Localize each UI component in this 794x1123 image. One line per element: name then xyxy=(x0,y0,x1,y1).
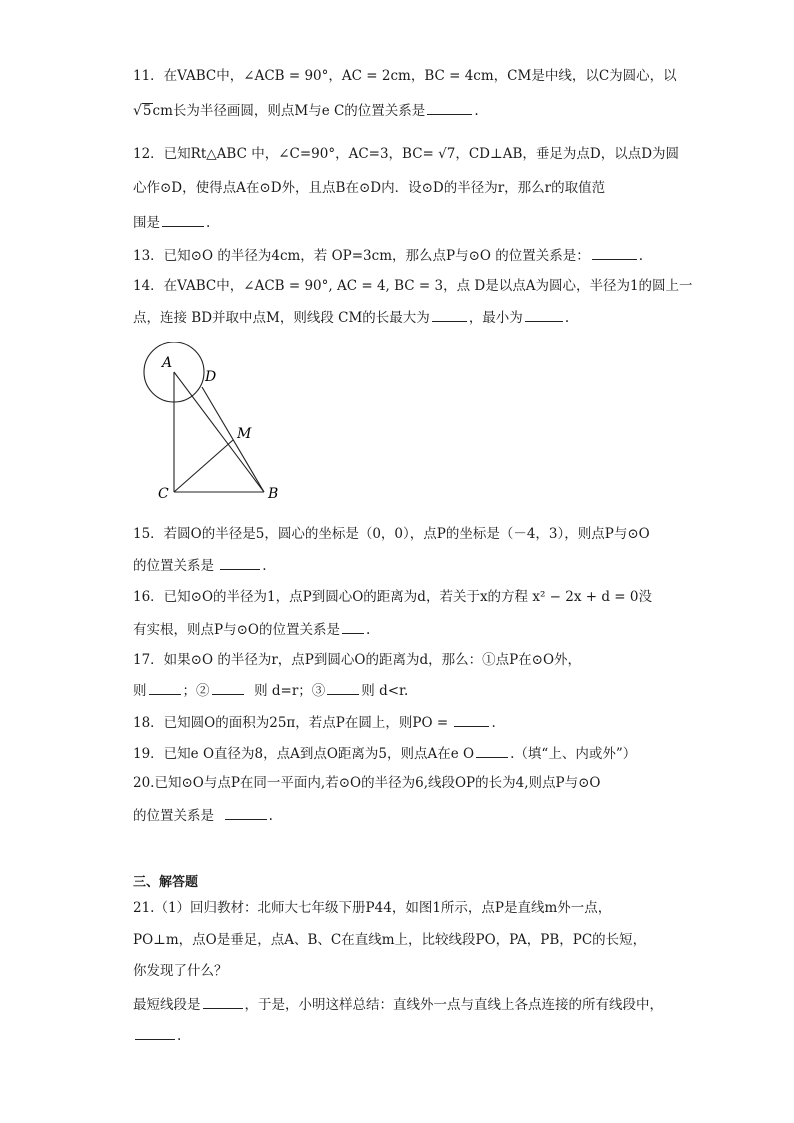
q16-line2-text: 有实根，则点P与⊙O的位置关系是 xyxy=(133,622,340,638)
period: . xyxy=(564,310,570,326)
q17-text-a: 则 xyxy=(133,683,147,699)
period: . xyxy=(177,1028,182,1044)
q20-line1: 20.已知⊙O与点P在同一平面内,若⊙O的半径为6,线段OP的长为4,则点P与⊙O xyxy=(133,775,601,791)
label-b: B xyxy=(268,486,279,502)
answer-blank[interactable] xyxy=(592,245,637,260)
period: . xyxy=(638,248,644,264)
answer-blank-2[interactable] xyxy=(135,1025,175,1040)
q17-text-b: ；② xyxy=(182,683,210,699)
answer-blank-1[interactable] xyxy=(203,994,243,1009)
q20-line2-text: 的位置关系是 xyxy=(133,808,214,824)
sqrt-sign: √ xyxy=(133,103,142,119)
answer-blank[interactable] xyxy=(220,555,260,570)
q11-line2 xyxy=(133,100,479,121)
answer-blank-1[interactable] xyxy=(149,680,181,695)
answer-blank[interactable] xyxy=(225,805,267,820)
period: . xyxy=(206,215,211,231)
q21-line1: 21.（1）回归教材：北师大七年级下册P44，如图1所示，点P是直线m外一点， xyxy=(133,900,612,916)
q15-line1: 15．若圆O的半径是5，圆心的坐标是（0，0），点P的坐标是（－4，3），则点P与⊙O xyxy=(133,526,650,542)
segment-cm xyxy=(174,440,233,492)
q14-line2-text: 点，连接 BD并取中点M，则线段 CM的长最大为 xyxy=(133,310,430,326)
period: . xyxy=(365,622,371,638)
period: . xyxy=(474,103,479,119)
segment-db xyxy=(202,387,264,492)
q11-line2-text: cm长为半径画圆，则点M与e C的位置关系是 xyxy=(152,103,426,119)
q19-hint: .（填“上、内或外”） xyxy=(510,746,637,762)
q14-line2 xyxy=(133,307,569,328)
answer-blank-max[interactable] xyxy=(432,307,467,322)
period: . xyxy=(491,715,496,731)
answer-blank-2[interactable] xyxy=(212,680,244,695)
answer-blank[interactable] xyxy=(427,100,472,115)
q12-line1: 12．已知Rt△ABC 中，∠C=90°，AC=3，BC= √7，CD⊥AB，垂足为点D，以点D为圆 xyxy=(133,146,680,162)
q11-line1: 11．在VABC中，∠ACB = 90°，AC = 2cm，BC = 4cm，CM是中线，以C为圆心，以 xyxy=(133,68,677,84)
q16-line2 xyxy=(133,619,370,640)
q18-line1 xyxy=(133,712,496,733)
section-title: 三、解答题 xyxy=(133,875,199,890)
answer-blank[interactable] xyxy=(342,619,364,634)
answer-blank[interactable] xyxy=(162,212,204,227)
q17-text-d: 则 d<r. xyxy=(361,683,409,699)
q19-line1 xyxy=(133,743,636,764)
q12-line3-text: 围是 xyxy=(133,215,160,231)
q19-line1-text: 19．已知e O直径为8，点A到点O距离为5，则点A在e O xyxy=(133,746,475,762)
q13-line1 xyxy=(133,245,643,266)
answer-blank-min[interactable] xyxy=(525,307,563,322)
label-m: M xyxy=(237,426,252,442)
q12-line2: 心作⊙D，使得点A在⊙D外，且点B在⊙D内．设⊙D的半径为r，那么r的取值范 xyxy=(133,180,606,196)
q14-line1: 14．在VABC中，∠ACB = 90°, AC = 4, BC = 3，点 D是以点A为圆心，半径为1的圆上一 xyxy=(133,278,693,294)
q21-line4-post: ，于是，小明这样总结：直线外一点与直线上各点连接的所有线段中， xyxy=(244,997,663,1013)
q17-line2 xyxy=(133,680,408,701)
period: . xyxy=(268,808,273,824)
q15-line2 xyxy=(133,555,267,576)
q13-line1-text: 13．已知⊙O 的半径为4cm，若 OP=3cm，那么点P与⊙O 的位置关系是： xyxy=(133,248,590,264)
q14-line2-mid: ，最小为 xyxy=(468,310,523,326)
q21-line4-pre: 最短线段是 xyxy=(133,997,201,1013)
answer-blank[interactable] xyxy=(454,712,489,727)
q15-line2-text: 的位置关系是 xyxy=(133,558,214,574)
q21-line5 xyxy=(133,1025,181,1046)
geometry-figure xyxy=(128,342,298,507)
q21-line2: PO⊥m，点O是垂足，点A、B、C在直线m上，比较线段PO，PA，PB，PC的长短， xyxy=(133,932,647,948)
q20-line2 xyxy=(133,805,273,826)
q17-line1: 17．如果⊙O 的半径为r，点P到圆心O的距离为d，那么：①点P在⊙O外， xyxy=(133,652,582,668)
q21-line4 xyxy=(133,994,663,1015)
q12-line3 xyxy=(133,212,210,233)
q17-text-c: 则 d=r；③ xyxy=(254,683,326,699)
q18-line1-text: 18．已知圆O的面积为25π，若点P在圆上，则PO = xyxy=(133,715,449,731)
label-d: D xyxy=(205,369,217,385)
answer-blank-3[interactable] xyxy=(327,680,359,695)
sqrt-radicand: 5 xyxy=(142,103,152,119)
q21-line3: 你发现了什么？ xyxy=(133,963,228,979)
period: . xyxy=(262,558,267,574)
q16-line1: 16．已知⊙O的半径为1，点P到圆心O的距离为d，若关于x的方程 x² − 2x + d = 0没 xyxy=(133,589,652,605)
label-a: A xyxy=(162,355,173,371)
answer-blank[interactable] xyxy=(476,743,508,758)
label-c: C xyxy=(158,486,169,502)
